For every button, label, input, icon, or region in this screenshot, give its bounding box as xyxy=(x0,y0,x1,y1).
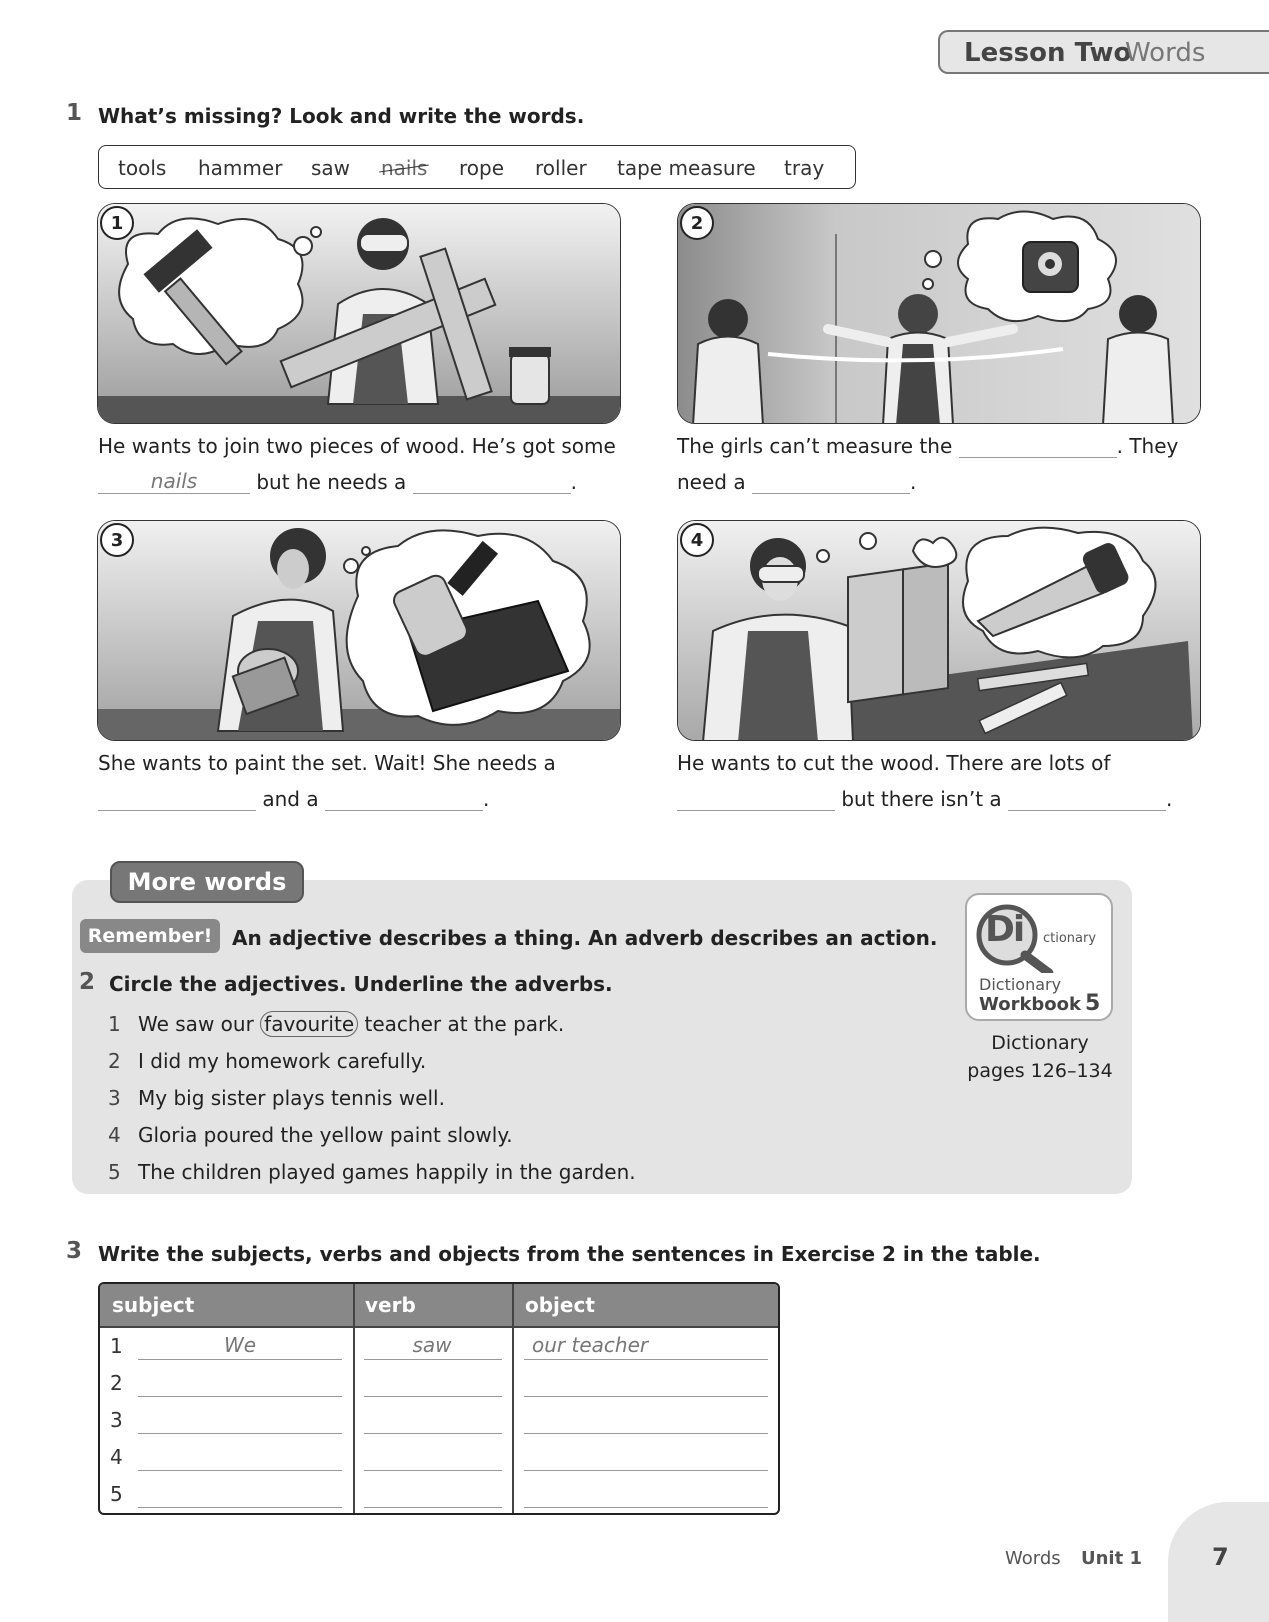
panel-3-blank-1[interactable] xyxy=(98,788,256,811)
subject-line[interactable] xyxy=(138,1395,342,1397)
verb-line[interactable] xyxy=(364,1432,502,1434)
panel-2-blank-2[interactable] xyxy=(752,471,910,494)
panel-4-blank-2[interactable] xyxy=(1008,788,1166,811)
sentence-4: 4 Gloria poured the yellow paint slowly. xyxy=(108,1123,513,1147)
panel-3-line2: and a . xyxy=(98,787,489,811)
object-line[interactable] xyxy=(524,1506,768,1508)
verb-line[interactable] xyxy=(364,1469,502,1471)
panel-1-line2: nails but he needs a . xyxy=(98,470,577,494)
object-line[interactable] xyxy=(524,1395,768,1397)
object-line[interactable] xyxy=(524,1469,768,1471)
card-number: 5 xyxy=(1085,991,1101,1016)
panel-4-sentence: He wants to cut the wood. There are lots of xyxy=(677,751,1111,775)
example-verb: saw xyxy=(412,1333,452,1357)
panel-2-blank-1[interactable] xyxy=(959,435,1117,458)
row-number: 1 xyxy=(110,1334,123,1358)
verb-line[interactable] xyxy=(364,1358,502,1360)
exercise-2-number: 2 xyxy=(79,969,96,995)
word-hammer: hammer xyxy=(198,156,283,180)
exercise-1-number: 1 xyxy=(66,100,83,126)
sentence-3: 3 My big sister plays tennis well. xyxy=(108,1086,445,1110)
panel-1-number: 1 xyxy=(100,206,134,240)
header-object: object xyxy=(525,1293,595,1317)
panel-3-illustration xyxy=(98,521,621,741)
card-line-1: Dictionary xyxy=(979,975,1062,994)
picture-panel-3 xyxy=(97,520,621,741)
subject-line[interactable] xyxy=(138,1469,342,1471)
subject-line[interactable] xyxy=(138,1358,342,1360)
exercise-3-title: Write the subjects, verbs and objects from the sentences in Exercise 2 in the table. xyxy=(98,1242,1041,1266)
word-roller: roller xyxy=(535,156,587,180)
panel-3-sentence: She wants to paint the set. Wait! She needs a xyxy=(98,751,556,775)
sentence-5: 5 The children played games happily in the garden. xyxy=(108,1160,636,1184)
header-verb: verb xyxy=(365,1293,416,1317)
row-number: 3 xyxy=(110,1408,123,1432)
word-tools: tools xyxy=(118,156,167,180)
footer-unit: Unit 1 xyxy=(1081,1548,1142,1569)
picture-panel-4 xyxy=(677,520,1201,741)
more-words-tab: More words xyxy=(110,861,304,903)
remember-badge: Remember! xyxy=(80,919,220,953)
panel-2-line2: need a . xyxy=(677,470,917,494)
table-header xyxy=(100,1284,778,1328)
verb-line[interactable] xyxy=(364,1395,502,1397)
word-nails-crossed: nails xyxy=(381,156,428,180)
circled-word[interactable]: favourite xyxy=(260,1011,358,1037)
word-saw: saw xyxy=(311,156,351,180)
panel-2-number: 2 xyxy=(680,206,714,240)
panel-4-number: 4 xyxy=(680,523,714,557)
dictionary-logo-letters: Di xyxy=(985,909,1024,950)
panel-2-line1: The girls can’t measure the . They xyxy=(677,434,1179,458)
footer-section: Words xyxy=(1005,1548,1061,1569)
remember-text: An adjective describes a thing. An adverb describes an action. xyxy=(232,926,938,950)
word-tape-measure: tape measure xyxy=(617,156,756,180)
card-line-2: Workbook xyxy=(979,994,1082,1015)
dictionary-workbook-card xyxy=(965,893,1113,1021)
object-line[interactable] xyxy=(524,1358,768,1360)
header-subject: subject xyxy=(112,1293,195,1317)
exercise-3-number: 3 xyxy=(66,1238,83,1264)
panel-1-illustration xyxy=(98,204,621,424)
panel-4-illustration xyxy=(678,521,1201,741)
page-number: 7 xyxy=(1212,1543,1229,1571)
subject-line[interactable] xyxy=(138,1432,342,1434)
picture-panel-2 xyxy=(677,203,1201,424)
object-line[interactable] xyxy=(524,1432,768,1434)
exercise-1-title: What’s missing? Look and write the words. xyxy=(98,104,585,128)
lesson-topic: Words xyxy=(1125,38,1206,68)
row-number: 4 xyxy=(110,1445,123,1469)
word-tray: tray xyxy=(784,156,825,180)
exercise-2-title: Circle the adjectives. Underline the adverbs. xyxy=(109,972,613,996)
panel-2-illustration xyxy=(678,204,1201,424)
dictionary-caption-2: pages 126–134 xyxy=(967,1060,1113,1082)
panel-3-blank-2[interactable] xyxy=(325,788,483,811)
panel-1-sentence: He wants to join two pieces of wood. He’s got some xyxy=(98,434,616,458)
panel-1-answer-blank[interactable]: nails xyxy=(98,471,250,494)
verb-line[interactable] xyxy=(364,1506,502,1508)
dictionary-caption-1: Dictionary xyxy=(991,1032,1089,1054)
panel-4-blank-1[interactable] xyxy=(677,788,835,811)
word-rope: rope xyxy=(459,156,505,180)
panel-3-number: 3 xyxy=(100,523,134,557)
picture-panel-1 xyxy=(97,203,621,424)
panel-4-line2: but there isn’t a . xyxy=(677,787,1172,811)
sentence-2: 2 I did my homework carefully. xyxy=(108,1049,427,1073)
word-box xyxy=(98,145,856,189)
lesson-label: Lesson Two xyxy=(964,38,1132,68)
row-number: 5 xyxy=(110,1482,123,1506)
row-number: 2 xyxy=(110,1371,123,1395)
svo-table xyxy=(98,1282,780,1515)
lesson-header-tab xyxy=(938,30,1269,74)
example-object: our teacher xyxy=(532,1333,649,1357)
dictionary-logo-rest: ctionary xyxy=(1043,931,1097,946)
sentence-1: 1 We saw our favourite teacher at the park. xyxy=(108,1012,565,1036)
panel-1-blank-2[interactable] xyxy=(413,471,571,494)
subject-line[interactable] xyxy=(138,1506,342,1508)
example-subject: We xyxy=(223,1333,257,1357)
